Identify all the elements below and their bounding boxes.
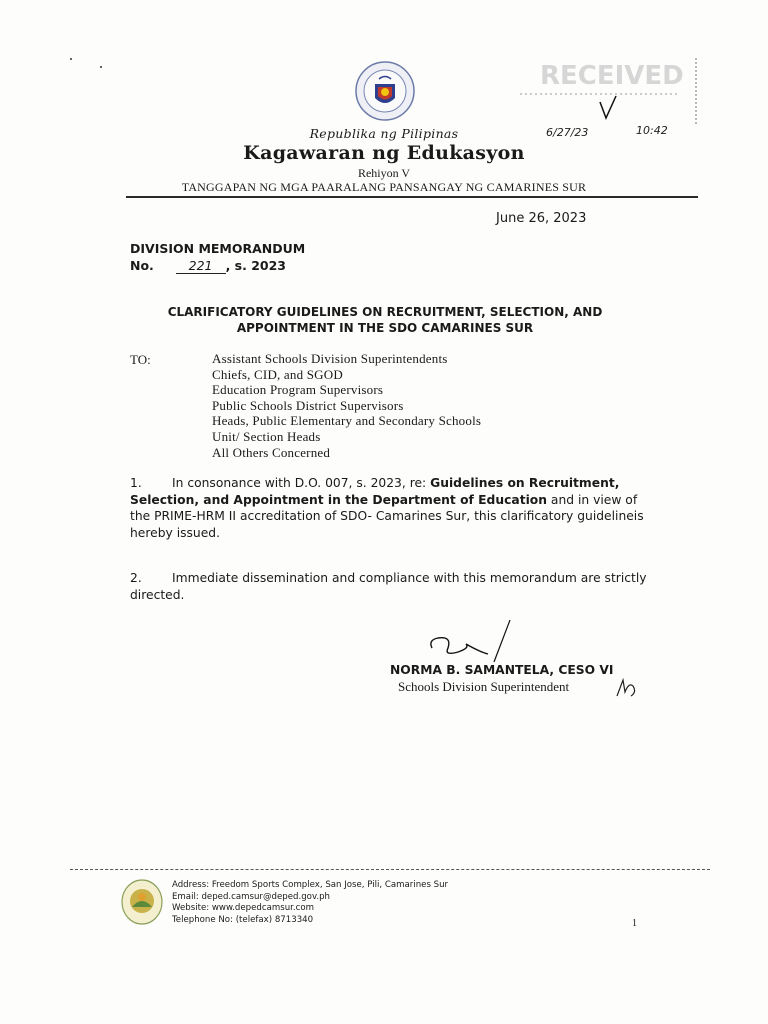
scan-speck bbox=[70, 58, 72, 60]
footer-telephone: Telephone No: (telefax) 8713340 bbox=[172, 914, 314, 925]
recipient-item: All Others Concerned bbox=[212, 444, 331, 460]
initials-icon bbox=[615, 676, 641, 700]
footer-website: Website: www.depedcamsur.com bbox=[172, 903, 314, 913]
region-line: Rehiyon V bbox=[357, 166, 411, 180]
paragraph-text: In consonance with D.O. 007, s. 2023, re: bbox=[172, 476, 431, 490]
received-stamp-icon bbox=[520, 56, 700, 128]
paragraph-number: 1. bbox=[130, 476, 142, 490]
memo-date: June 26, 2023 bbox=[496, 211, 587, 226]
subject-line: APPOINTMENT IN THE SDO CAMARINES SUR bbox=[236, 321, 534, 335]
scan-speck bbox=[100, 66, 102, 68]
stamp-date: 6/27/23 bbox=[546, 126, 589, 139]
footer-email: Email: deped.camsur@deped.gov.ph bbox=[172, 891, 330, 902]
paragraph-bold-text: Guidelines on Recruitment, Selection, and Appointment in the Department of Education bbox=[130, 476, 620, 507]
signatory-title: Schools Division Superintendent bbox=[398, 679, 570, 694]
page-number: 1 bbox=[632, 918, 637, 929]
recipient-item: Public Schools District Supervisors bbox=[212, 397, 404, 413]
deped-seal-icon bbox=[354, 60, 416, 122]
header-divider bbox=[126, 196, 698, 198]
signatory-name: NORMA B. SAMANTELA, CESO VI bbox=[390, 663, 614, 677]
footer-divider bbox=[70, 869, 710, 870]
memo-number-suffix: , s. 2023 bbox=[225, 258, 287, 273]
footer-address: Address: Freedom Sports Complex, San Jose, Pili, Camarines Sur bbox=[172, 880, 449, 890]
memo-type-label: DIVISION MEMORANDUM bbox=[130, 241, 306, 256]
division-logo-icon bbox=[120, 877, 164, 927]
recipient-item: Education Program Supervisors bbox=[212, 382, 384, 398]
memo-subject bbox=[130, 304, 640, 336]
recipient-list bbox=[212, 351, 481, 460]
republic-line: Republika ng Pilipinas bbox=[309, 126, 459, 141]
paragraph-number: 2. bbox=[130, 571, 142, 585]
office-line: TANGGAPAN NG MGA PAARALANG PANSANGAY NG CAMARINES SUR bbox=[181, 180, 587, 194]
recipient-item: Unit/ Section Heads bbox=[212, 428, 321, 444]
memo-number: 221 bbox=[176, 258, 226, 274]
paragraph-2 bbox=[130, 570, 650, 603]
memo-number-line bbox=[130, 258, 286, 274]
paragraph-1 bbox=[130, 475, 650, 541]
department-name: Kagawaran ng Edukasyon bbox=[243, 142, 525, 164]
recipient-item: Heads, Public Elementary and Secondary Schools bbox=[212, 413, 482, 429]
recipient-item: Assistant Schools Division Superintendents bbox=[212, 351, 448, 366]
stamp-time: 10:42 bbox=[636, 124, 668, 137]
to-label: TO: bbox=[130, 352, 151, 367]
subject-line: CLARIFICATORY GUIDELINES ON RECRUITMENT, SELECTION, AND bbox=[167, 305, 603, 319]
svg-text:RECEIVED: RECEIVED bbox=[540, 61, 684, 91]
memo-number-prefix: No. bbox=[130, 258, 154, 273]
paragraph-text: Immediate dissemination and compliance with this memorandum are strictly directed. bbox=[130, 571, 647, 602]
footer-contact bbox=[172, 880, 448, 926]
paragraph-text: and in view of the PRIME-HRM II accreditation of SDO- Camarines Sur, this clarificatory guidelineis hereby issued. bbox=[130, 492, 644, 540]
signature-icon bbox=[418, 618, 528, 666]
recipient-item: Chiefs, CID, and SGOD bbox=[212, 366, 343, 382]
